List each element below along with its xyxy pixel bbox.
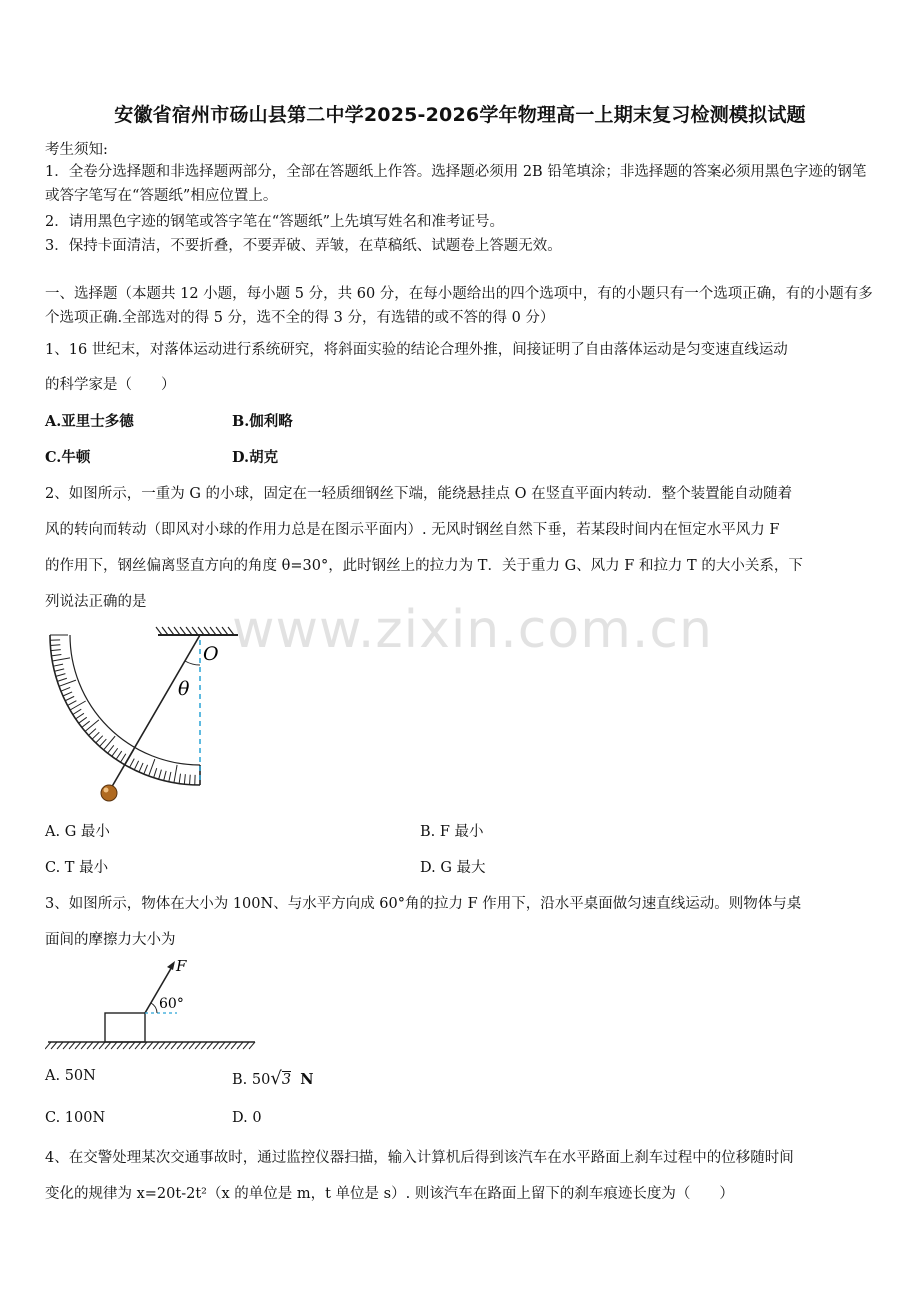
- q2-option-b: B. F 最小: [420, 824, 484, 840]
- fig-label-o: O: [203, 643, 219, 665]
- q1-option-a: A.亚里士多德: [45, 413, 134, 430]
- pendulum-diagram: [40, 620, 250, 810]
- notice-item-3: 3．保持卡面清洁，不要折叠，不要弄破、弄皱，在草稿纸、试题卷上答题无效。: [45, 238, 562, 254]
- fig-label-f: F: [176, 957, 187, 975]
- q2-stem-line1: 2、如图所示，一重为 G 的小球，固定在一轻质细钢丝下端，能绕悬挂点 O 在竖直平面内转动．整个装置能自动随着: [45, 486, 793, 502]
- q4-stem-line2: 变化的规律为 x=20t-2t²（x 的单位是 m，t 单位是 s）. 则该汽车在路面上留下的刹车痕迹长度为（ ）: [45, 1186, 734, 1202]
- q1-option-c: C.牛顿: [45, 449, 91, 466]
- q1-stem-line1: 1、16 世纪末，对落体运动进行系统研究，将斜面实验的结论合理外推，间接证明了自由落体运动是匀变速直线运动: [45, 342, 788, 358]
- q2-stem-line2: 风的转向而转动（即风对小球的作用力总是在图示平面内）. 无风时钢丝自然下垂，若某段时间内在恒定水平风力 F: [45, 522, 780, 538]
- page-title: 安徽省宿州市砀山县第二中学2025-2026学年物理高一上期末复习检测模拟试题: [114, 104, 806, 126]
- notice-item-1: 1．全卷分选择题和非选择题两部分，全部在答题纸上作答。选择题必须用 2B 铅笔填涂；非选择题的答案必须用黑色字迹的钢笔或答字笔写在“答题纸”相应位置上。: [45, 164, 867, 204]
- q1-stem-line2: 的科学家是（ ）: [45, 377, 176, 393]
- q2-option-d: D. G 最大: [420, 860, 486, 876]
- fig-label-angle: 60°: [159, 996, 184, 1012]
- q3-option-d: D. 0: [232, 1110, 262, 1126]
- q2-stem-line4: 列说法正确的是: [45, 594, 147, 610]
- q3-stem-line2: 面间的摩擦力大小为: [45, 932, 176, 948]
- notice-item-2: 2．请用黑色字迹的钢笔或答字笔在“答题纸”上先填写姓名和准考证号。: [45, 214, 505, 230]
- notice-heading: 考生须知:: [45, 142, 108, 158]
- q3-stem-line1: 3、如图所示，物体在大小为 100N、与水平方向成 60°角的拉力 F 作用下，沿水平桌面做匀速直线运动。则物体与桌: [45, 896, 802, 912]
- section-heading: 一、选择题（本题共 12 小题，每小题 5 分，共 60 分，在每小题给出的四个选项中，有的小题只有一个选项正确，有的小题有多个选项正确.全部选对的得 5 分，选不全的得 3 分，有选错的或不答的得 0 分）: [45, 286, 873, 326]
- q3-option-a: A. 50N: [45, 1068, 96, 1084]
- q4-stem-line1: 4、在交警处理某次交通事故时，通过监控仪器扫描，输入计算机后得到该汽车在水平路面上刹车过程中的位移随时间: [45, 1150, 794, 1166]
- q1-option-b: B.伽利略: [232, 413, 293, 430]
- block-force-diagram: [45, 955, 260, 1055]
- q3-option-b: B. 50√3 N: [232, 1068, 314, 1089]
- q1-option-d: D.胡克: [232, 449, 279, 466]
- q2-option-a: A. G 最小: [45, 824, 110, 840]
- fig-label-theta: θ: [178, 678, 190, 700]
- q2-stem-line3: 的作用下，钢丝偏离竖直方向的角度 θ=30°，此时钢丝上的拉力为 T．关于重力 G、风力 F 和拉力 T 的大小关系，下: [45, 558, 803, 574]
- watermark: www.zixin.com.cn: [232, 600, 713, 660]
- q2-option-c: C. T 最小: [45, 860, 109, 876]
- q3-option-c: C. 100N: [45, 1110, 106, 1126]
